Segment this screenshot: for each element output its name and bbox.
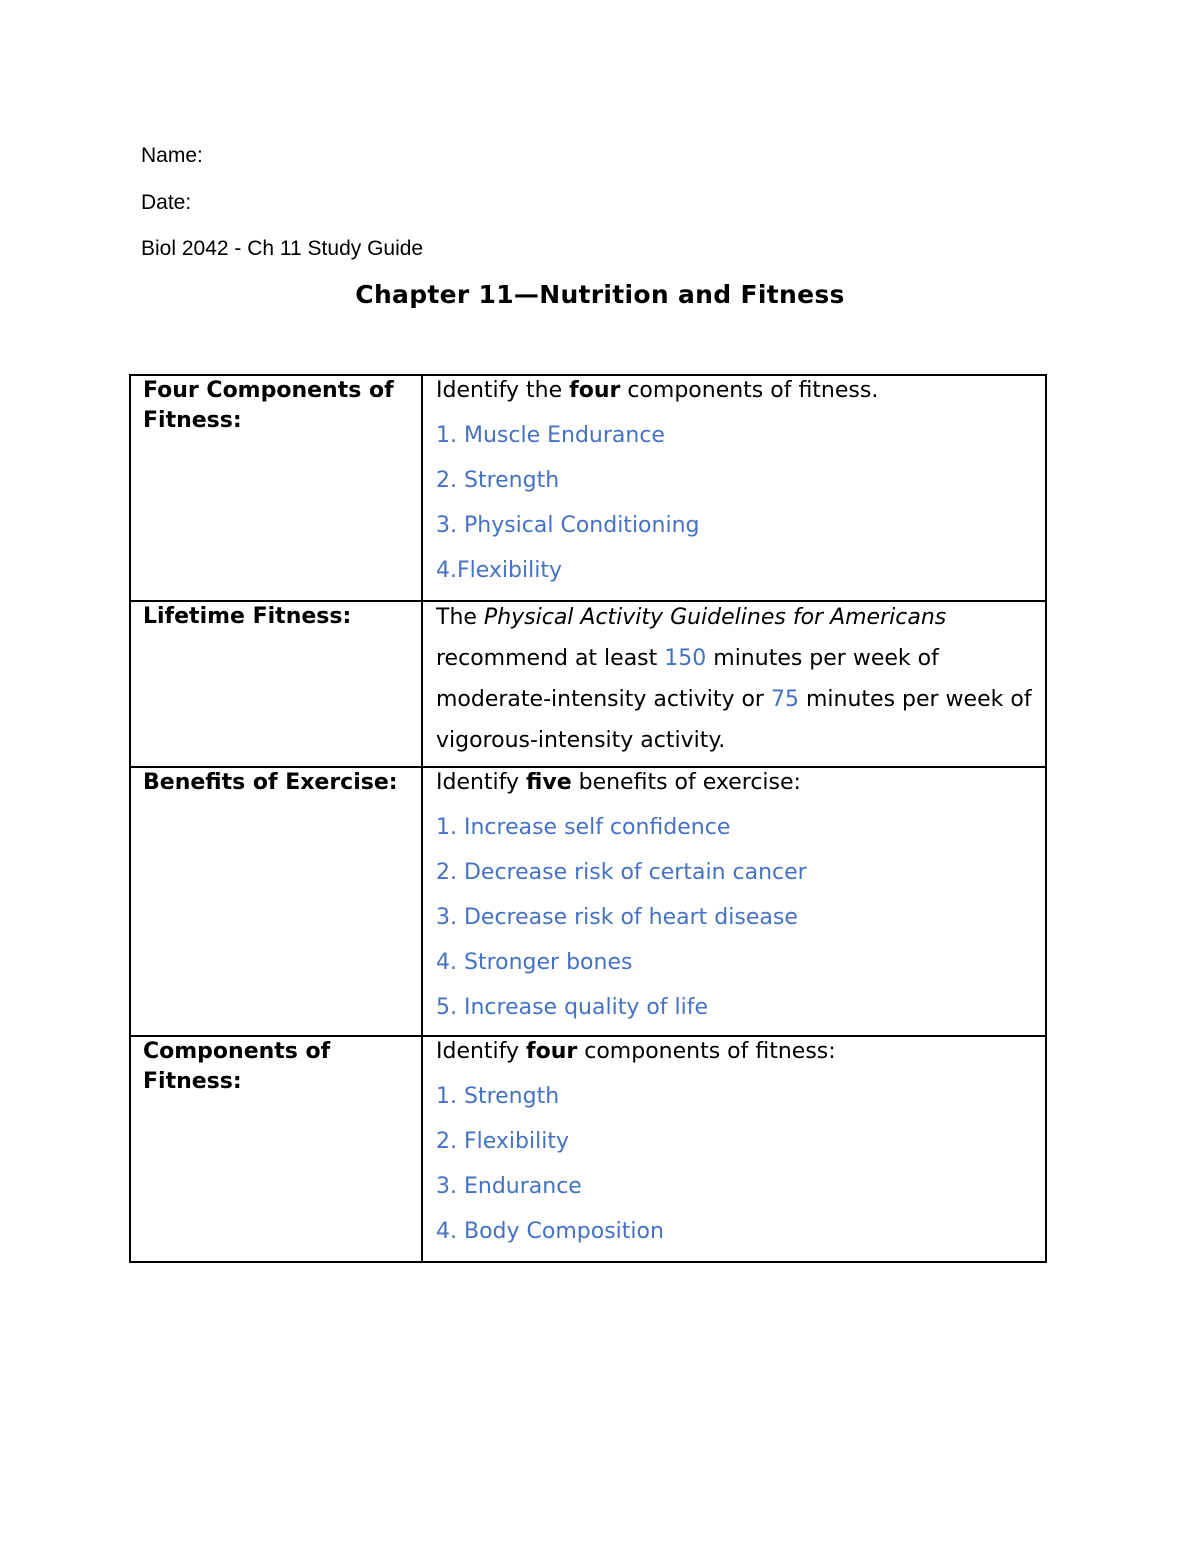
prompt-text: benefits of exercise:: [571, 770, 801, 795]
answer-item: 2. Flexibility: [436, 1129, 569, 1154]
row-label: Components of Fitness:: [143, 1039, 331, 1094]
table-row: [130, 601, 1046, 767]
prompt-emphasis: five: [526, 770, 572, 795]
question-prompt: [436, 1037, 1033, 1067]
prompt-emphasis: four: [569, 378, 621, 403]
prompt-text: Identify the: [436, 378, 570, 403]
answer-item: 4. Body Composition: [436, 1219, 664, 1244]
prompt-text: Identify: [436, 770, 527, 795]
paragraph-text: The: [436, 605, 484, 630]
answer-item: 3. Physical Conditioning: [436, 513, 700, 538]
row-label-cell: [130, 375, 422, 601]
paragraph-text: minutes per week of vigorous-intensity activity.: [436, 687, 1032, 753]
row-label: Four Components of Fitness:: [143, 378, 394, 433]
row-content-cell: [422, 1036, 1046, 1262]
table-row: [130, 1036, 1046, 1262]
row-label-cell: [130, 1036, 422, 1262]
answer-item: 4.Flexibility: [436, 558, 562, 583]
row-content-cell: [422, 375, 1046, 601]
table-row: [130, 767, 1046, 1036]
vigorous-minutes-answer: 75: [770, 687, 799, 712]
study-guide-table: [129, 374, 1047, 1263]
prompt-text: components of fitness:: [577, 1039, 836, 1064]
row-label-cell: [130, 767, 422, 1036]
answer-item: 2. Decrease risk of certain cancer: [436, 860, 807, 885]
row-label-cell: [130, 601, 422, 767]
answer-item: 4. Stronger bones: [436, 950, 633, 975]
page-title: Chapter 11—Nutrition and Fitness: [355, 280, 845, 309]
table-row: [130, 375, 1046, 601]
date-label: Date:: [141, 191, 192, 214]
answer-item: 1. Muscle Endurance: [436, 423, 665, 448]
row-label: Lifetime Fitness:: [143, 604, 352, 629]
prompt-text: Identify: [436, 1039, 527, 1064]
answer-item: 5. Increase quality of life: [436, 995, 709, 1020]
guideline-title: Physical Activity Guidelines for Americans: [483, 605, 947, 630]
answer-item: 1. Increase self confidence: [436, 815, 731, 840]
paragraph-text: minutes per week of moderate-intensity activity or: [436, 646, 939, 712]
course-title: Biol 2042 - Ch 11 Study Guide: [141, 237, 424, 260]
prompt-emphasis: four: [526, 1039, 578, 1064]
name-label: Name:: [141, 144, 203, 167]
question-prompt: [436, 768, 1033, 798]
paragraph-text: recommend at least: [436, 646, 665, 671]
answer-item: 1. Strength: [436, 1084, 560, 1109]
row-content-cell: [422, 601, 1046, 767]
answer-item: 2. Strength: [436, 468, 560, 493]
prompt-text: components of fitness.: [620, 378, 879, 403]
guideline-paragraph: [436, 597, 1033, 761]
moderate-minutes-answer: 150: [664, 646, 707, 671]
question-prompt: [436, 376, 1033, 406]
row-label: Benefits of Exercise:: [143, 770, 398, 795]
answer-item: 3. Endurance: [436, 1174, 582, 1199]
answer-item: 3. Decrease risk of heart disease: [436, 905, 798, 930]
row-content-cell: [422, 767, 1046, 1036]
